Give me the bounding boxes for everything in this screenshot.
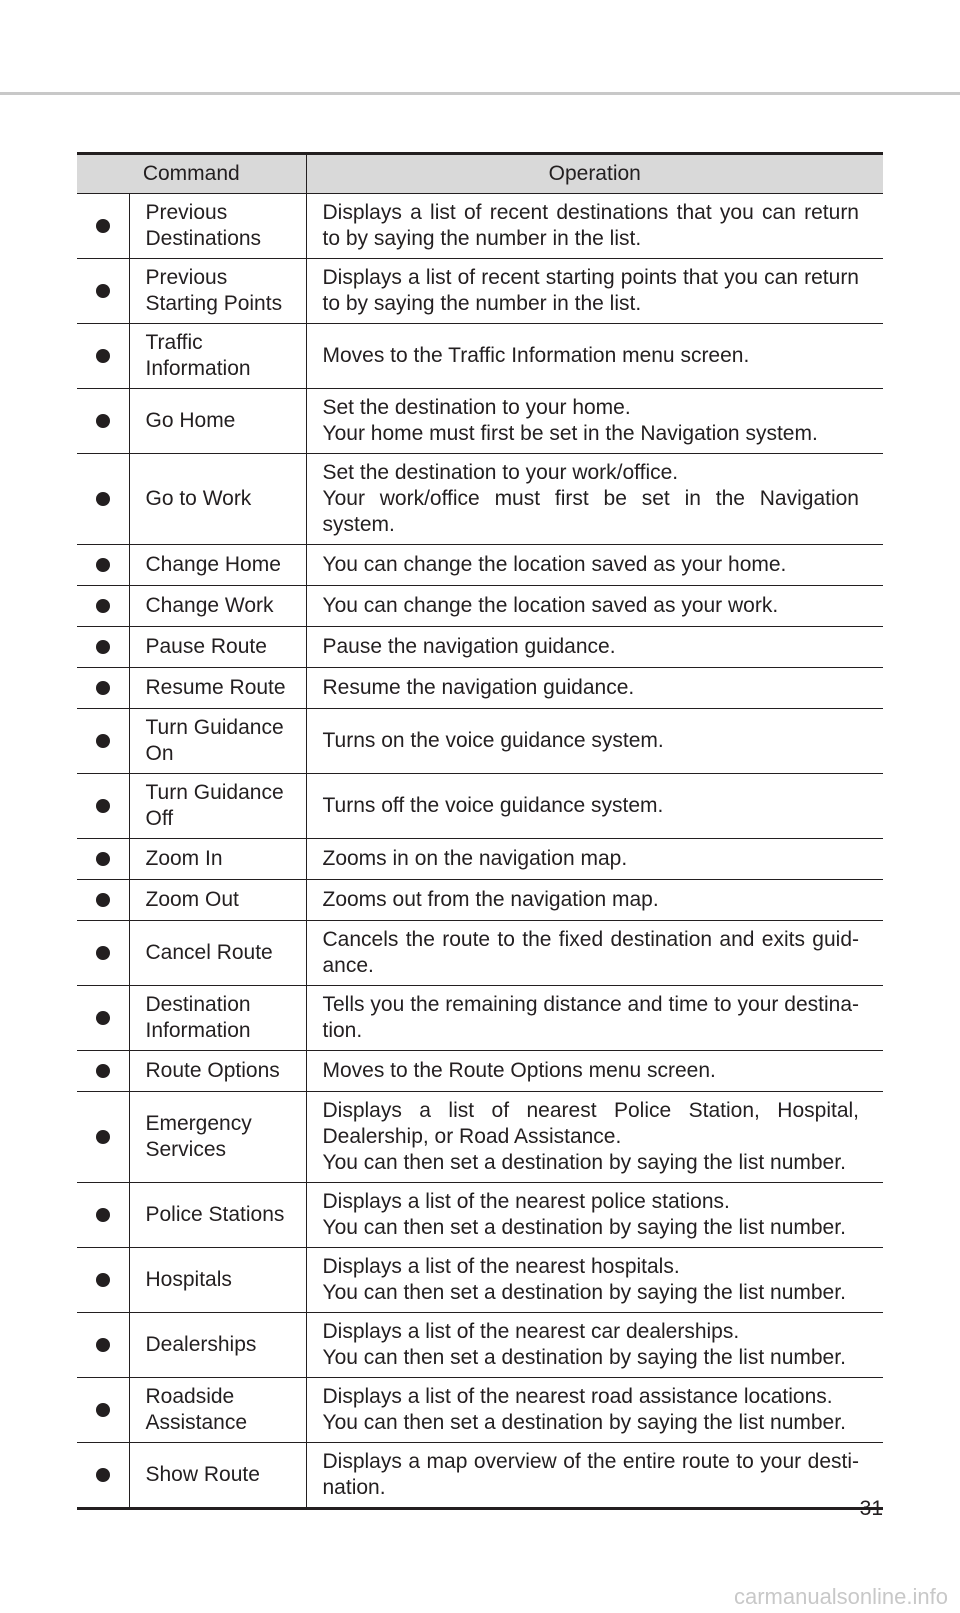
- bullet-icon: [96, 1403, 110, 1417]
- command-text: Information: [145, 357, 251, 380]
- command-cell: [129, 586, 306, 627]
- operation-cell: [306, 1443, 883, 1509]
- operation-cell: [306, 454, 883, 545]
- operation-text: Displays a map overview of the entire route to your desti-nation.: [322, 1450, 859, 1499]
- command-cell: [129, 921, 306, 986]
- command-text: Show Route: [145, 1463, 260, 1486]
- operation-text: Moves to the Traffic Information menu screen.: [322, 344, 750, 367]
- operation-text: Turns off the voice guidance system.: [322, 794, 664, 817]
- operation-cell: [306, 259, 883, 324]
- command-text: Route Options: [145, 1059, 280, 1082]
- operation-text: Displays a list of nearest Police Station, Hospital, Dealership, or Road Assistance.: [322, 1099, 859, 1148]
- bullet-cell: [77, 1313, 129, 1378]
- operation-text: Resume the navigation guidance.: [322, 676, 635, 699]
- bullet-icon: [96, 1208, 110, 1222]
- bullet-cell: [77, 986, 129, 1051]
- operation-cell: [306, 1051, 883, 1092]
- bullet-cell: [77, 839, 129, 880]
- operation-text: You can change the location saved as your home.: [322, 553, 787, 576]
- bullet-icon: [96, 1468, 110, 1482]
- table-row: [77, 986, 883, 1051]
- command-text: Turn Guidance: [145, 716, 284, 739]
- bullet-cell: [77, 880, 129, 921]
- operation-text: Set the destination to your home.: [322, 396, 631, 419]
- operation-text: Turns on the voice guidance system.: [322, 729, 664, 752]
- command-cell: [129, 1378, 306, 1443]
- operation-cell: [306, 1092, 883, 1183]
- table-row: [77, 1248, 883, 1313]
- table-row: [77, 668, 883, 709]
- command-text: Starting Points: [145, 292, 283, 315]
- command-text: Resume Route: [145, 676, 286, 699]
- table-row: [77, 545, 883, 586]
- table-row: [77, 1092, 883, 1183]
- bullet-icon: [96, 852, 110, 866]
- bullet-icon: [96, 1130, 110, 1144]
- operation-text: Set the destination to your work/office.: [322, 461, 679, 484]
- operation-cell: [306, 389, 883, 454]
- bullet-cell: [77, 454, 129, 545]
- table-row: [77, 921, 883, 986]
- operation-cell: [306, 668, 883, 709]
- operation-cell: [306, 986, 883, 1051]
- bullet-icon: [96, 492, 110, 506]
- bullet-icon: [96, 799, 110, 813]
- bullet-icon: [96, 734, 110, 748]
- command-cell: [129, 1443, 306, 1509]
- command-text: Roadside: [145, 1385, 235, 1408]
- command-text: Information: [145, 1019, 251, 1042]
- command-text: Change Work: [145, 594, 274, 617]
- operation-text: Displays a list of the nearest car dealerships.: [322, 1320, 740, 1343]
- bullet-icon: [96, 1011, 110, 1025]
- bullet-cell: [77, 1443, 129, 1509]
- command-cell: [129, 709, 306, 774]
- command-cell: [129, 454, 306, 545]
- operation-text: Displays a list of the nearest road assistance locations.: [322, 1385, 833, 1408]
- command-text: Previous: [145, 266, 228, 289]
- table-row: [77, 1313, 883, 1378]
- command-text: Services: [145, 1138, 227, 1161]
- operation-text: Zooms out from the navigation map.: [322, 888, 659, 911]
- command-cell: [129, 259, 306, 324]
- bullet-icon: [96, 558, 110, 572]
- bullet-cell: [77, 921, 129, 986]
- operation-text: Your work/office must first be set in the Navigation system.: [322, 487, 859, 536]
- operation-cell: [306, 194, 883, 259]
- command-cell: [129, 839, 306, 880]
- command-cell: [129, 880, 306, 921]
- command-text: Go to Work: [145, 487, 252, 510]
- bullet-cell: [77, 1183, 129, 1248]
- bullet-cell: [77, 1092, 129, 1183]
- bullet-icon: [96, 284, 110, 298]
- bullet-cell: [77, 627, 129, 668]
- command-cell: [129, 986, 306, 1051]
- bullet-cell: [77, 709, 129, 774]
- operation-cell: [306, 880, 883, 921]
- command-text: Assistance: [145, 1411, 248, 1434]
- header-command: Command: [77, 154, 306, 194]
- bullet-icon: [96, 414, 110, 428]
- bullet-icon: [96, 640, 110, 654]
- command-cell: [129, 389, 306, 454]
- bullet-cell: [77, 259, 129, 324]
- command-text: Traffic: [145, 331, 203, 354]
- command-cell: [129, 545, 306, 586]
- operation-text: Zooms in on the navigation map.: [322, 847, 628, 870]
- bullet-cell: [77, 774, 129, 839]
- table-row: [77, 389, 883, 454]
- command-cell: [129, 774, 306, 839]
- operation-text: Displays a list of the nearest hospitals.: [322, 1255, 680, 1278]
- bullet-cell: [77, 1248, 129, 1313]
- bullet-icon: [96, 349, 110, 363]
- table-row: [77, 259, 883, 324]
- operation-cell: [306, 1183, 883, 1248]
- operation-cell: [306, 1248, 883, 1313]
- operation-text: Displays a list of the nearest police stations.: [322, 1190, 730, 1213]
- command-text: Turn Guidance: [145, 781, 284, 804]
- command-text: Police Stations: [145, 1203, 285, 1226]
- operation-text: You can then set a destination by saying the list number.: [322, 1346, 846, 1369]
- command-text: Zoom In: [145, 847, 223, 870]
- bullet-cell: [77, 668, 129, 709]
- bullet-icon: [96, 1338, 110, 1352]
- table-row: [77, 194, 883, 259]
- bullet-icon: [96, 1273, 110, 1287]
- command-cell: [129, 668, 306, 709]
- operation-text: You can change the location saved as your work.: [322, 594, 779, 617]
- command-text: Destination: [145, 993, 251, 1016]
- operation-text: Your home must first be set in the Navigation system.: [322, 422, 818, 445]
- page-number: 31: [859, 1497, 883, 1520]
- bullet-icon: [96, 219, 110, 233]
- table-row: [77, 1183, 883, 1248]
- bullet-icon: [96, 681, 110, 695]
- command-text: Dealerships: [145, 1333, 257, 1356]
- operation-text: You can then set a destination by saying the list number.: [322, 1216, 846, 1239]
- command-text: Hospitals: [145, 1268, 232, 1291]
- command-cell: [129, 194, 306, 259]
- operation-text: You can then set a destination by saying the list number.: [322, 1281, 846, 1304]
- command-text: Emergency: [145, 1112, 252, 1135]
- command-cell: [129, 1313, 306, 1378]
- operation-text: You can then set a destination by saying the list number.: [322, 1151, 846, 1174]
- command-cell: [129, 1248, 306, 1313]
- command-text: Destinations: [145, 227, 262, 250]
- bullet-cell: [77, 1378, 129, 1443]
- table-row: [77, 627, 883, 668]
- operation-cell: [306, 774, 883, 839]
- command-cell: [129, 1092, 306, 1183]
- bullet-icon: [96, 599, 110, 613]
- command-cell: [129, 324, 306, 389]
- table-row: [77, 324, 883, 389]
- table-row: [77, 839, 883, 880]
- table-row: [77, 1443, 883, 1509]
- operation-text: Tells you the remaining distance and time to your destina-tion.: [322, 993, 859, 1042]
- operation-cell: [306, 324, 883, 389]
- table-row: [77, 1051, 883, 1092]
- voice-command-table: [77, 152, 883, 1510]
- bullet-icon: [96, 893, 110, 907]
- operation-cell: [306, 1313, 883, 1378]
- header-operation: Operation: [306, 154, 883, 194]
- top-rule: [0, 92, 960, 95]
- bullet-icon: [96, 1064, 110, 1078]
- command-text: Zoom Out: [145, 888, 239, 911]
- command-cell: [129, 1051, 306, 1092]
- operation-cell: [306, 839, 883, 880]
- table-row: [77, 709, 883, 774]
- watermark: carmanualsonline.info: [733, 1584, 948, 1609]
- command-text: Go Home: [145, 409, 236, 432]
- operation-text: Displays a list of recent starting points that you can return to by saying the number in the list.: [322, 266, 859, 315]
- operation-cell: [306, 627, 883, 668]
- operation-text: Cancels the route to the fixed destination and exits guid-ance.: [322, 928, 859, 977]
- command-text: Pause Route: [145, 635, 267, 658]
- operation-cell: [306, 1378, 883, 1443]
- command-text: Off: [145, 807, 174, 830]
- command-text: Change Home: [145, 553, 281, 576]
- bullet-cell: [77, 1051, 129, 1092]
- bullet-cell: [77, 586, 129, 627]
- bullet-cell: [77, 545, 129, 586]
- command-text: Cancel Route: [145, 941, 273, 964]
- command-cell: [129, 627, 306, 668]
- table-header-row: [77, 154, 883, 194]
- operation-cell: [306, 545, 883, 586]
- operation-text: Pause the navigation guidance.: [322, 635, 616, 658]
- table-row: [77, 880, 883, 921]
- operation-text: You can then set a destination by saying the list number.: [322, 1411, 846, 1434]
- command-cell: [129, 1183, 306, 1248]
- operation-text: Moves to the Route Options menu screen.: [322, 1059, 716, 1082]
- bullet-cell: [77, 194, 129, 259]
- table-row: [77, 1378, 883, 1443]
- table-row: [77, 774, 883, 839]
- operation-cell: [306, 921, 883, 986]
- command-text: On: [145, 742, 174, 765]
- operation-cell: [306, 586, 883, 627]
- table-row: [77, 454, 883, 545]
- bullet-icon: [96, 946, 110, 960]
- operation-cell: [306, 709, 883, 774]
- bullet-cell: [77, 324, 129, 389]
- operation-text: Displays a list of recent destinations that you can return to by saying the number in the list.: [322, 201, 859, 250]
- command-text: Previous: [145, 201, 228, 224]
- bullet-cell: [77, 389, 129, 454]
- table-row: [77, 586, 883, 627]
